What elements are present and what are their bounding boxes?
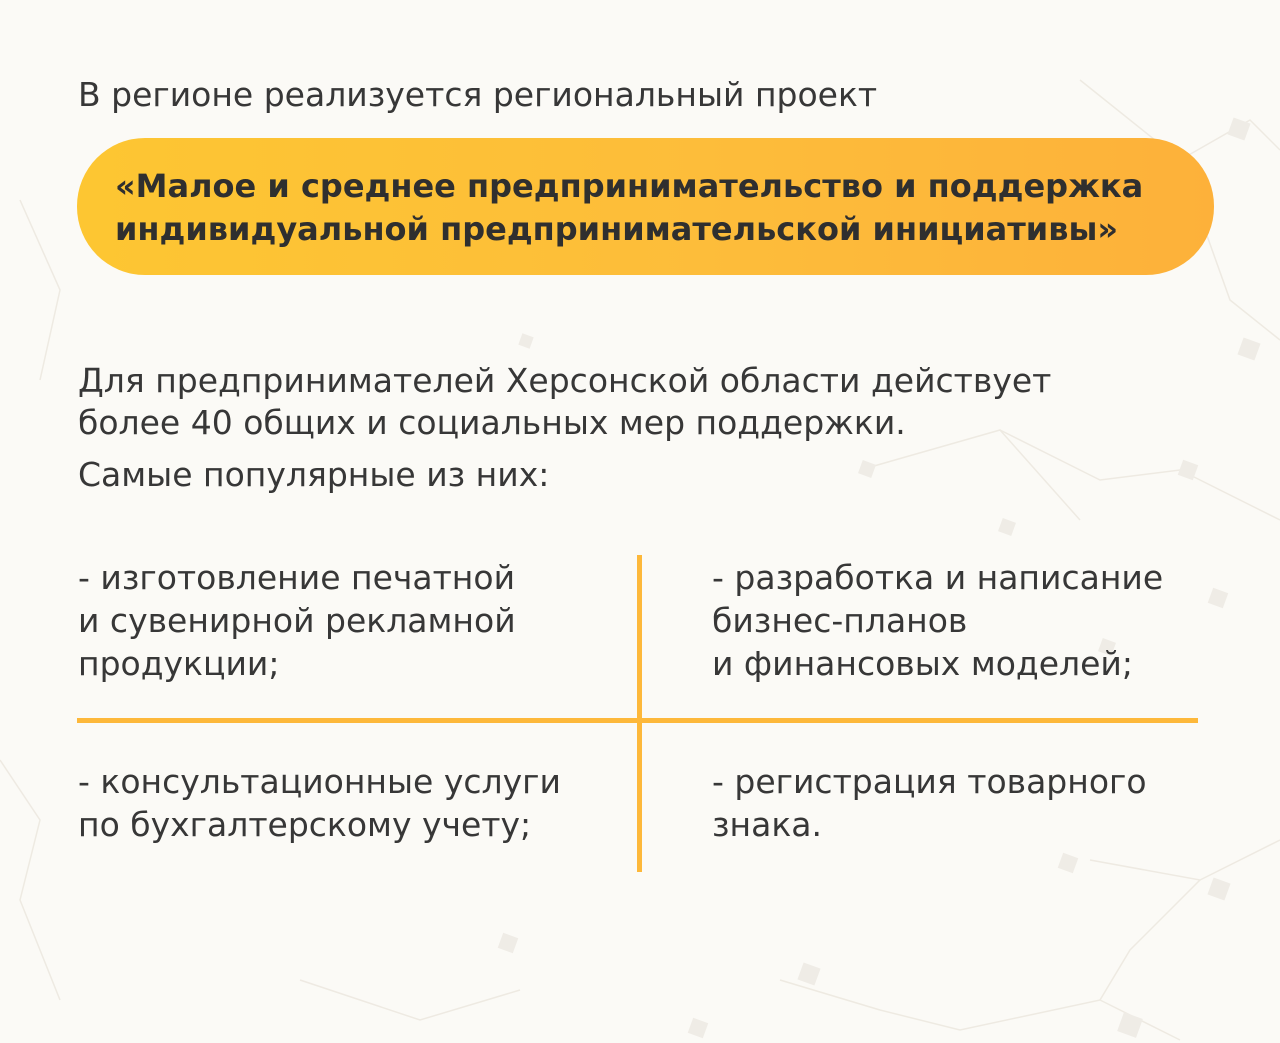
measure-line: знака. bbox=[712, 805, 822, 844]
project-title-line: «Малое и среднее предпринимательство и поддержка bbox=[115, 167, 1144, 205]
support-description bbox=[78, 360, 1051, 444]
measure-line: продукции; bbox=[78, 644, 280, 683]
measure-line: и финансовых моделей; bbox=[712, 644, 1133, 683]
intro-text: В регионе реализуется региональный проект bbox=[78, 75, 878, 114]
measure-line: - регистрация товарного bbox=[712, 762, 1147, 801]
measure-line: - консультационные услуги bbox=[78, 762, 561, 801]
measure-line: бизнес-планов bbox=[712, 601, 968, 640]
measure-item-business-plans bbox=[712, 556, 1163, 685]
description-line: Для предпринимателей Херсонской области действует bbox=[78, 361, 1052, 400]
project-banner bbox=[77, 138, 1214, 275]
description-line: более 40 общих и социальных мер поддержки. bbox=[78, 403, 906, 442]
measure-line: - разработка и написание bbox=[712, 558, 1164, 597]
measure-line: - изготовление печатной bbox=[78, 558, 516, 597]
grid-horizontal-divider bbox=[77, 718, 1198, 723]
popular-measures-heading: Самые популярные из них: bbox=[78, 455, 550, 494]
project-title-line: индивидуальной предпринимательской инициативы» bbox=[115, 210, 1119, 248]
measure-line: и сувенирной рекламной bbox=[78, 601, 516, 640]
grid-vertical-divider bbox=[637, 555, 642, 872]
measure-item-printing bbox=[78, 556, 516, 685]
measure-item-trademark bbox=[712, 760, 1147, 846]
measure-line: по бухгалтерскому учету; bbox=[78, 805, 532, 844]
measure-item-accounting bbox=[78, 760, 561, 846]
